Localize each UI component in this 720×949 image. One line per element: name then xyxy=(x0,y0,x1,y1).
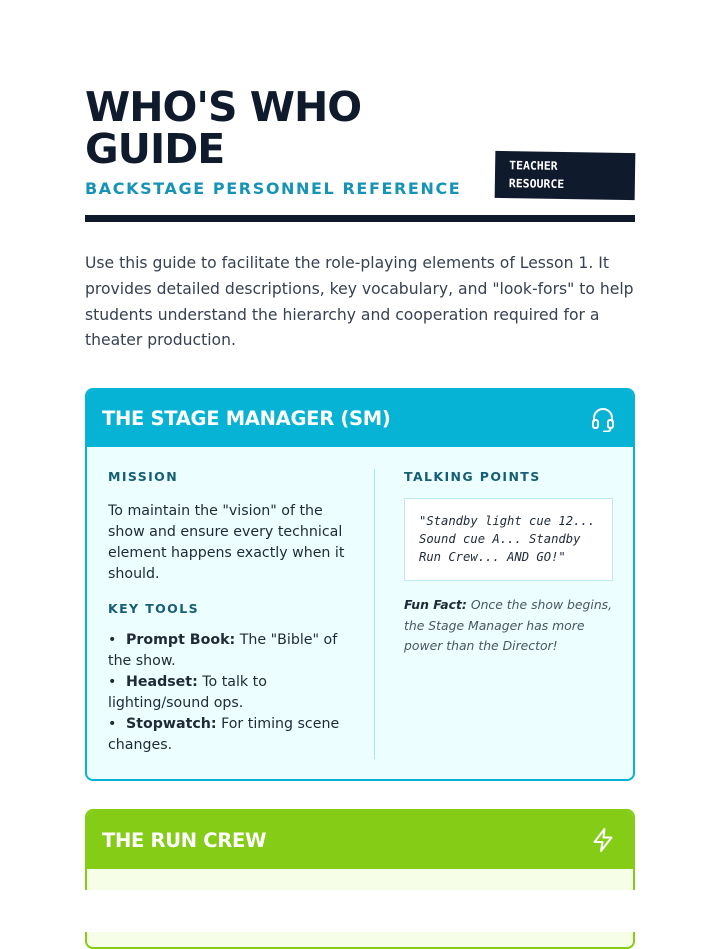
tool-description: To talk to lighting/sound ops. xyxy=(108,674,267,711)
stage-manager-right-column xyxy=(404,469,616,657)
tool-name: Headset: xyxy=(126,674,198,690)
lightning-icon xyxy=(589,826,617,854)
mission-label: MISSION xyxy=(108,469,179,484)
fun-fact xyxy=(404,595,616,657)
tool-name: Stopwatch: xyxy=(126,716,217,732)
fun-fact-text: Once the show begins, the Stage Manager has more power than the Director! xyxy=(404,597,613,653)
mission-text: To maintain the "vision" of the show and ensure every technical element happens exactly when it should. xyxy=(108,503,345,582)
title-line-1: WHO'S WHO xyxy=(85,83,362,131)
page-title xyxy=(85,83,362,173)
stage-manager-left-column xyxy=(108,469,353,756)
run-crew-title: THE RUN CREW xyxy=(102,828,267,852)
list-item: • Prompt Book: The "Bible" of the show. xyxy=(108,632,338,669)
title-line-2: GUIDE xyxy=(85,125,225,173)
tool-description: The "Bible" of the show. xyxy=(108,632,338,669)
header-divider xyxy=(85,215,635,222)
tool-name: Prompt Book: xyxy=(126,632,236,648)
list-item: • Headset: To talk to lighting/sound ops. xyxy=(108,674,267,711)
key-tools-list xyxy=(108,630,353,756)
stage-manager-card xyxy=(85,388,635,781)
key-tools-label: KEY TOOLS xyxy=(108,601,199,616)
talking-points-label: TALKING POINTS xyxy=(404,469,541,484)
column-divider xyxy=(374,469,375,759)
intro-paragraph: Use this guide to facilitate the role-playing elements of Lesson 1. It provides detailed descriptions, key vocabulary, and "look-fors" to help students understand the hierarchy and cooperation required for a theater production. xyxy=(85,254,634,350)
badge-line-1: TEACHER xyxy=(509,158,558,173)
badge-line-2: RESOURCE xyxy=(508,175,565,191)
tool-description: For timing scene changes. xyxy=(108,716,340,753)
page-bottom-margin xyxy=(0,890,720,932)
headset-icon xyxy=(589,405,617,433)
talking-points-quote: "Standby light cue 12... Sound cue A... Standby Run Crew... AND GO!" xyxy=(404,498,613,581)
page-subtitle: BACKSTAGE PERSONNEL REFERENCE xyxy=(85,179,462,198)
teacher-resource-badge xyxy=(495,151,636,200)
list-item: • Stopwatch: For timing scene changes. xyxy=(108,716,340,753)
stage-manager-title: THE STAGE MANAGER (SM) xyxy=(102,407,391,430)
stage-manager-header xyxy=(87,390,633,447)
run-crew-header xyxy=(87,811,633,869)
fun-fact-label: Fun Fact: xyxy=(404,597,467,612)
